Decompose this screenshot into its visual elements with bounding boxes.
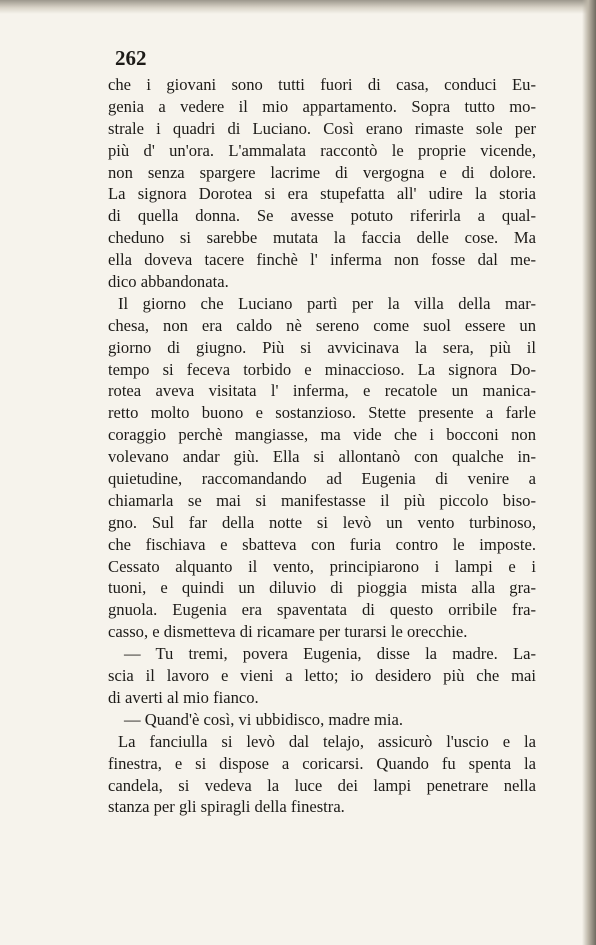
text-line: cheduno si sarebbe mutata la faccia delle cose. Ma [108, 228, 536, 248]
paragraph [108, 731, 536, 819]
book-spine-shadow [582, 0, 596, 945]
text-line: tempo si feceva torbido e minaccioso. La signora Do- [108, 359, 536, 379]
text-line: stanza per gli spiragli della finestra. [108, 797, 345, 817]
text-line: non senza spargere lacrime di vergogna e di dolore. [108, 162, 536, 182]
text-line: — Quand'è così, vi ubbidisco, madre mia. [124, 709, 404, 729]
text-line: Cessato alquanto il vento, principiarono i lampi e i [108, 556, 536, 576]
text-line: — Tu tremi, povera Eugenia, disse la madre. La- [124, 644, 536, 664]
text-line: genia a vedere il mio appartamento. Sopra tutto mo- [108, 96, 536, 116]
text-line: chiamarla se mai si manifestasse il più piccolo biso- [108, 490, 536, 510]
paragraph [108, 74, 536, 293]
text-line: di averti al mio fianco. [108, 687, 259, 707]
text-line: rotea aveva visitata l' inferma, e recatole un manica- [108, 381, 536, 401]
text-line: ella doveva tacere finchè l' inferma non fosse dal me- [108, 250, 536, 270]
text-line: Il giorno che Luciano partì per la villa della mar- [118, 293, 536, 313]
text-line: coraggio perchè mangiasse, ma vide che i bocconi non [108, 425, 536, 445]
paragraph [108, 709, 536, 731]
text-line: gno. Sul far della notte si levò un vento turbinoso, [108, 512, 536, 532]
text-line: chesa, non era caldo nè sereno come suol essere un [108, 315, 536, 335]
text-line: gnuola. Eugenia era spaventata di questo orribile fra- [108, 600, 536, 620]
page-number: 262 [115, 46, 147, 70]
text-line: tuoni, e quindi un diluvio di pioggia mista alla gra- [108, 578, 536, 598]
text-line: finestra, e si dispose a coricarsi. Quando fu spenta la [108, 753, 536, 773]
page-top-shadow [0, 0, 596, 14]
paragraph [108, 643, 536, 709]
text-line: candela, si vedeva la luce dei lampi penetrare nella [108, 775, 536, 795]
text-line: quietudine, raccomandando ad Eugenia di venire a [108, 469, 536, 489]
text-line: strale i quadri di Luciano. Così erano rimaste sole per [108, 118, 536, 138]
text-line: volevano andar giù. Ella si allontanò con qualche in- [108, 447, 536, 467]
text-line: casso, e dismetteva di ricamare per turarsi le orecchie. [108, 622, 468, 642]
text-line: che i giovani sono tutti fuori di casa, conduci Eu- [108, 75, 536, 94]
body-text [108, 74, 536, 818]
text-line: di quella donna. Se avesse potuto riferirla a qual- [108, 206, 536, 226]
paragraph [108, 293, 536, 643]
text-line: retto molto buono e sostanzioso. Stette presente a farle [108, 403, 536, 423]
text-line: giorno di giugno. Più si avvicinava la sera, più il [108, 337, 536, 357]
text-line: dico abbandonata. [108, 272, 229, 292]
text-line: che fischiava e sbatteva con furia contro le imposte. [108, 534, 536, 554]
text-line: più d' un'ora. L'ammalata raccontò le proprie vicende, [108, 140, 536, 160]
text-line: La signora Dorotea si era stupefatta all' udire la storia [108, 184, 536, 204]
text-line: La fanciulla si levò dal telajo, assicurò l'uscio e la [118, 731, 536, 751]
text-line: scia il lavoro e vieni a letto; io desidero più che mai [108, 666, 536, 686]
